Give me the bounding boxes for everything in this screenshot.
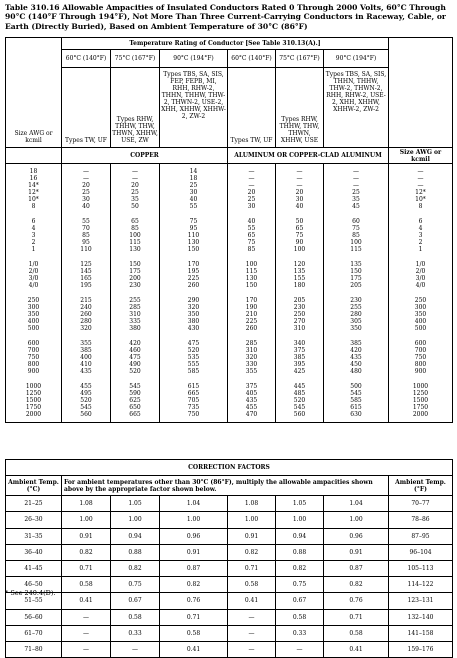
factor-cell: 0.58 — [62, 577, 111, 593]
ampacity-table — [5, 37, 453, 423]
size-cell: 250 300 350 400 500 — [6, 293, 62, 336]
factor-cell: 1.04 — [160, 496, 228, 512]
cu-90-cell: 75 95 110 130 150 — [160, 214, 228, 257]
ambient-c-cell: 41–45 — [6, 560, 62, 576]
factor-cell: — — [62, 609, 111, 625]
al-60-header: 60°C (140°F) — [228, 50, 276, 68]
cu-75-cell: 420 460 475 490 520 — [111, 336, 160, 379]
ambient-f-cell: 132–140 — [389, 609, 453, 625]
copper-label: COPPER — [62, 148, 228, 164]
factor-cell: 0.88 — [276, 544, 324, 560]
cu-60-cell: 215 240 260 280 320 — [62, 293, 111, 336]
al-75-cell: 445 485 520 545 560 — [276, 379, 324, 423]
ambient-f-cell: 123–131 — [389, 593, 453, 609]
aluminum-label: ALUMINUM OR COPPER-CLAD ALUMINUM — [228, 148, 389, 164]
correction-row — [6, 544, 453, 560]
factor-cell: 0.58 — [111, 609, 160, 625]
factor-cell: 0.94 — [276, 528, 324, 544]
correction-title: CORRECTION FACTORS — [6, 460, 453, 476]
size-awg-header: Size AWG or kcmil — [6, 38, 62, 148]
cu-90-cell: 475 520 535 555 585 — [160, 336, 228, 379]
factor-cell: 0.67 — [276, 593, 324, 609]
correction-row — [6, 528, 453, 544]
factor-cell: 0.82 — [111, 560, 160, 576]
factor-cell: 0.88 — [111, 544, 160, 560]
ambient-c-cell: 36–40 — [6, 544, 62, 560]
size-right-cell: — — — 12* 10* 8 — [389, 164, 453, 215]
factor-cell: 0.33 — [111, 625, 160, 641]
al-60-types: Types TW, UF — [228, 68, 276, 148]
factor-cell: 0.41 — [62, 593, 111, 609]
ambient-f-cell: 87–95 — [389, 528, 453, 544]
factor-cell: 0.96 — [324, 528, 389, 544]
factor-cell: 0.71 — [62, 560, 111, 576]
correction-row — [6, 577, 453, 593]
ambient-f-cell: 96–104 — [389, 544, 453, 560]
footnote: * See 240.4(D). — [5, 589, 56, 597]
correction-row — [6, 512, 453, 528]
ampacity-group — [6, 164, 453, 215]
factor-cell: 0.58 — [324, 625, 389, 641]
ambient-c-cell: 71–80 — [6, 641, 62, 657]
factor-cell: 0.82 — [324, 577, 389, 593]
ambient-c-cell: 46–50 — [6, 577, 62, 593]
factor-cell: 1.00 — [228, 512, 276, 528]
al-60-cell: 40 55 65 75 85 — [228, 214, 276, 257]
factor-cell: 0.96 — [160, 528, 228, 544]
size-cell: 1000 1250 1500 1750 2000 — [6, 379, 62, 423]
factor-cell: 0.58 — [276, 609, 324, 625]
factor-cell: 0.71 — [324, 609, 389, 625]
factor-cell: 0.91 — [160, 544, 228, 560]
size-right-cell: 600 700 750 800 900 — [389, 336, 453, 379]
al-90-cell: 230 255 280 305 350 — [324, 293, 389, 336]
size-cell: 6 4 3 2 1 — [6, 214, 62, 257]
factor-cell: 0.91 — [228, 528, 276, 544]
table-title: Table 310.16 Allowable Ampacities of Insulated Conductors Rated 0 Through 2000 Volts, 60°C Through 90°C (140°F Through 194°F), Not More Than Three Current-Carrying Conductors in Raceway, Cable, or Earth (Directly Buried), Based on Ambient Temperature of 30°C (86°F) — [5, 3, 446, 31]
ambient-f-cell: 78–86 — [389, 512, 453, 528]
ambient-c-cell: 31–35 — [6, 528, 62, 544]
factor-cell: — — [276, 641, 324, 657]
factor-cell: 1.08 — [62, 496, 111, 512]
size-right-cell: 1000 1250 1500 1750 2000 — [389, 379, 453, 423]
factor-cell: 1.05 — [276, 496, 324, 512]
al-90-header: 90°C (194°F) — [324, 50, 389, 68]
factor-cell: 0.76 — [324, 593, 389, 609]
al-60-cell: 285 310 320 330 355 — [228, 336, 276, 379]
cu-75-cell: — — 20 25 35 50 — [111, 164, 160, 215]
cu-60-cell: 55 70 85 95 110 — [62, 214, 111, 257]
correction-row — [6, 560, 453, 576]
factor-cell: 1.00 — [324, 512, 389, 528]
cu-75-header: 75°C (167°F) — [111, 50, 160, 68]
size-cell: 600 700 750 800 900 — [6, 336, 62, 379]
size-right-cell: 6 4 3 2 1 — [389, 214, 453, 257]
al-90-cell: — — — 25 35 45 — [324, 164, 389, 215]
correction-instruction: For ambient temperatures other than 30°C (86°F), multiply the allowable ampacities shown above by the appropriate factor shown below. — [62, 476, 389, 496]
cu-90-cell: 170 195 225 260 — [160, 257, 228, 293]
factor-cell: 0.71 — [160, 609, 228, 625]
right-header-blank — [389, 38, 453, 148]
cu-60-cell: 455 495 520 545 560 — [62, 379, 111, 423]
cu-90-cell: 615 665 705 735 750 — [160, 379, 228, 423]
al-75-header: 75°C (167°F) — [276, 50, 324, 68]
cu-75-cell: 255 285 310 335 380 — [111, 293, 160, 336]
ambient-f-cell: 70–77 — [389, 496, 453, 512]
factor-cell: 0.87 — [160, 560, 228, 576]
factor-cell: 1.04 — [324, 496, 389, 512]
factor-cell: 0.41 — [228, 593, 276, 609]
size-awg-right-header: Size AWG or kcmil — [389, 148, 453, 164]
cu-60-header: 60°C (140°F) — [62, 50, 111, 68]
cu-60-cell: 355 385 400 410 435 — [62, 336, 111, 379]
factor-cell: 0.41 — [160, 641, 228, 657]
factor-cell: 0.75 — [111, 577, 160, 593]
size-cell: 1/0 2/0 3/0 4/0 — [6, 257, 62, 293]
al-90-types: Types TBS, SA, SIS, THHN, THHW, THW-2, THWN-2, RHH, RHW-2, USE-2, XHH, XHHW, XHHW-2, ZW-2 — [324, 68, 389, 148]
factor-cell: — — [62, 641, 111, 657]
ampacity-group — [6, 336, 453, 379]
factor-cell: 0.67 — [111, 593, 160, 609]
al-75-types: Types RHW, THHW, THW, THWN, XHHW, USE — [276, 68, 324, 148]
correction-factors-table — [5, 459, 453, 658]
cu-90-cell: 14 18 25 30 40 55 — [160, 164, 228, 215]
cu-75-cell: 150 175 200 230 — [111, 257, 160, 293]
factor-cell: — — [228, 625, 276, 641]
factor-cell: 0.76 — [160, 593, 228, 609]
factor-cell: 0.58 — [228, 577, 276, 593]
factor-cell: 0.58 — [160, 625, 228, 641]
size-right-cell: 250 300 350 400 500 — [389, 293, 453, 336]
factor-cell: 0.91 — [324, 544, 389, 560]
ambient-f-header: Ambient Temp. (°F) — [389, 476, 453, 496]
al-75-cell: — — — 20 30 40 — [276, 164, 324, 215]
factor-cell: 0.82 — [62, 544, 111, 560]
factor-cell: 0.91 — [62, 528, 111, 544]
factor-cell: 1.08 — [228, 496, 276, 512]
factor-cell: 0.75 — [276, 577, 324, 593]
ampacity-group — [6, 293, 453, 336]
ambient-f-cell: 141–158 — [389, 625, 453, 641]
cu-60-cell: — — 20 25 30 40 — [62, 164, 111, 215]
cu-75-cell: 545 590 625 650 665 — [111, 379, 160, 423]
al-75-cell: 120 135 155 180 — [276, 257, 324, 293]
ambient-f-cell: 105–113 — [389, 560, 453, 576]
factor-cell: 1.05 — [111, 496, 160, 512]
al-60-cell: — — — 20 25 30 — [228, 164, 276, 215]
correction-row — [6, 496, 453, 512]
factor-cell: — — [111, 641, 160, 657]
al-90-cell: 385 420 435 450 480 — [324, 336, 389, 379]
factor-cell: 1.00 — [111, 512, 160, 528]
cu-75-types: Types RHW, THHW, THW, THWN, XHHW, USE, ZW — [111, 68, 160, 148]
ambient-c-cell: 21–25 — [6, 496, 62, 512]
cu-75-cell: 65 85 100 115 130 — [111, 214, 160, 257]
factor-cell: 0.71 — [228, 560, 276, 576]
al-75-cell: 205 230 250 270 310 — [276, 293, 324, 336]
al-60-cell: 170 190 210 225 260 — [228, 293, 276, 336]
factor-cell: 0.82 — [160, 577, 228, 593]
al-90-cell: 135 150 175 205 — [324, 257, 389, 293]
ampacity-group — [6, 257, 453, 293]
ambient-c-cell: 26–30 — [6, 512, 62, 528]
al-90-cell: 500 545 585 615 630 — [324, 379, 389, 423]
al-75-cell: 340 375 385 395 425 — [276, 336, 324, 379]
cu-90-cell: 290 320 350 380 430 — [160, 293, 228, 336]
cu-90-types: Types TBS, SA, SIS, FEP, FEPB, MI, RHH, RHW-2, THHN, THHW, THW-2, THWN-2, USE-2, XHH, XHHW, XHHW-2, ZW-2 — [160, 68, 228, 148]
material-blank-left — [6, 148, 62, 164]
ambient-f-cell: 114–122 — [389, 577, 453, 593]
ambient-c-cell: 61–70 — [6, 625, 62, 641]
cu-90-header: 90°C (194°F) — [160, 50, 228, 68]
correction-row — [6, 625, 453, 641]
factor-cell: 1.00 — [62, 512, 111, 528]
cu-60-types: Types TW, UF — [62, 68, 111, 148]
ambient-f-cell: 159–176 — [389, 641, 453, 657]
al-60-cell: 375 405 435 455 470 — [228, 379, 276, 423]
al-60-cell: 100 115 130 150 — [228, 257, 276, 293]
al-90-cell: 60 75 85 100 115 — [324, 214, 389, 257]
ambient-c-header: Ambient Temp. (°C) — [6, 476, 62, 496]
factor-cell: — — [228, 641, 276, 657]
ampacity-group — [6, 214, 453, 257]
factor-cell: 1.00 — [160, 512, 228, 528]
ambient-c-cell: 56–60 — [6, 609, 62, 625]
factor-cell: 0.82 — [228, 544, 276, 560]
temp-rating-header: Temperature Rating of Conductor [See Table 310.13(A).] — [62, 38, 389, 50]
factor-cell: 1.00 — [276, 512, 324, 528]
factor-cell: — — [228, 609, 276, 625]
factor-cell: 0.41 — [324, 641, 389, 657]
ambient-c-cell: 51–55 — [6, 593, 62, 609]
al-75-cell: 50 65 75 90 100 — [276, 214, 324, 257]
factor-cell: 0.82 — [276, 560, 324, 576]
correction-row — [6, 609, 453, 625]
correction-row — [6, 641, 453, 657]
factor-cell: 0.87 — [324, 560, 389, 576]
factor-cell: — — [62, 625, 111, 641]
size-cell: 18 16 14* 12* 10* 8 — [6, 164, 62, 215]
factor-cell: 0.33 — [276, 625, 324, 641]
size-right-cell: 1/0 2/0 3/0 4/0 — [389, 257, 453, 293]
cu-60-cell: 125 145 165 195 — [62, 257, 111, 293]
factor-cell: 0.94 — [111, 528, 160, 544]
ampacity-group — [6, 379, 453, 423]
correction-row — [6, 593, 453, 609]
